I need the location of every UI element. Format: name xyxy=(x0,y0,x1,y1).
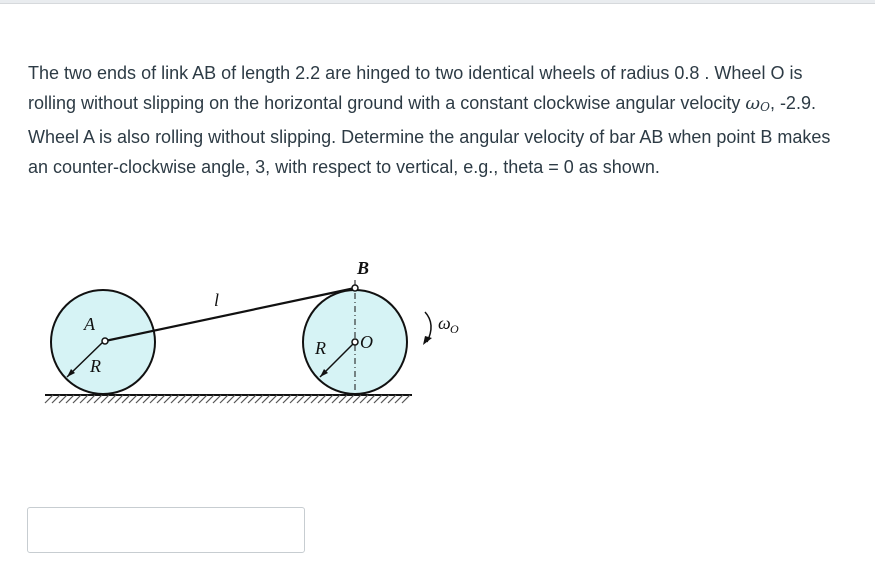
answer-input[interactable] xyxy=(27,507,305,553)
omega-symbol: ω xyxy=(745,93,761,114)
label-a: A xyxy=(84,314,95,334)
top-border xyxy=(0,0,875,4)
pin-a xyxy=(102,338,108,344)
ground xyxy=(45,395,412,403)
label-r-left: R xyxy=(90,356,101,376)
omega-subscript: O xyxy=(760,100,770,114)
label-r-right: R xyxy=(315,338,326,358)
label-o: O xyxy=(360,332,373,352)
question-text-part2: , -2.9. Wheel A is also rolling without slipping. Determine the angular velocity of bar AB when point B makes an counter-clockwise angle, 3, with respect to vertical, e.g., theta = 0 as shown. xyxy=(28,93,831,177)
label-l: l xyxy=(214,290,220,310)
pin-o xyxy=(352,339,358,345)
mechanism-figure xyxy=(40,250,460,415)
pin-b xyxy=(352,285,358,291)
label-b: B xyxy=(357,258,370,278)
question-text xyxy=(28,58,850,182)
label-omega: ω xyxy=(438,313,451,333)
label-omega-sub: O xyxy=(450,322,459,336)
question-text-part1: The two ends of link AB of length 2.2 are hinged to two identical wheels of radius 0.8 . Wheel O is rolling without slipping on the horizontal ground with a constant clockwise angular velocity xyxy=(28,63,803,113)
